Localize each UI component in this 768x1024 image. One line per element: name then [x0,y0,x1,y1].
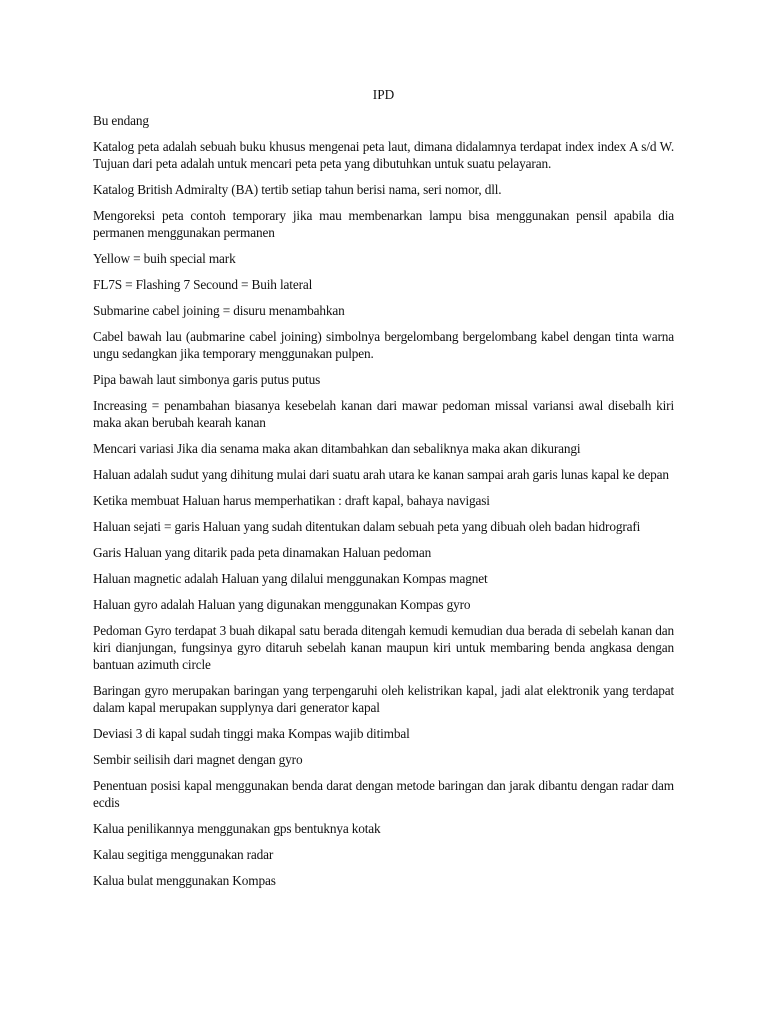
paragraph: Pedoman Gyro terdapat 3 buah dikapal satu berada ditengah kemudi kemudian dua berada di sebelah kanan dan kiri dianjungan, fungsinya gyro ditaruh sebelah kanan maupun kiri untuk membaring benda angkasa dengan bantuan azimuth circle [93,623,674,672]
paragraph: Haluan magnetic adalah Haluan yang dilalui menggunakan Kompas magnet [93,571,488,586]
paragraph: FL7S = Flashing 7 Secound = Buih lateral [93,277,313,292]
paragraph: Kalua penilikannya menggunakan gps bentuknya kotak [93,821,381,836]
paragraph: Ketika membuat Haluan harus memperhatikan : draft kapal, bahaya navigasi [93,493,490,508]
paragraph: Increasing = penambahan biasanya kesebelah kanan dari mawar pedoman missal variansi awal disebalh kiri maka akan berubah kearah kanan [93,398,674,430]
paragraph: Mengoreksi peta contoh temporary jika mau membenarkan lampu bisa menggunakan pensil apabila dia permanen menggunakan permanen [93,208,674,240]
paragraph: Cabel bawah lau (aubmarine cabel joining) simbolnya bergelombang bergelombang kabel dengan tinta warna ungu sedangkan jika temporary menggunakan pulpen. [93,329,674,361]
paragraph: Penentuan posisi kapal menggunakan benda darat dengan metode baringan dan jarak dibantu dengan radar dam ecdis [93,778,674,810]
paragraph: Haluan sejati = garis Haluan yang sudah ditentukan dalam sebuah peta yang dibuah oleh badan hidrografi [93,519,641,534]
paragraph: Katalog British Admiralty (BA) tertib setiap tahun berisi nama, seri nomor, dll. [93,182,502,197]
document-page [93,86,674,898]
paragraph: Sembir seilisih dari magnet dengan gyro [93,752,303,767]
paragraph: Bu endang [93,113,149,128]
paragraph: Deviasi 3 di kapal sudah tinggi maka Kompas wajib ditimbal [93,726,410,741]
document-title: IPD [372,87,395,102]
paragraph: Submarine cabel joining = disuru menambahkan [93,303,345,318]
paragraph: Kalua bulat menggunakan Kompas [93,873,276,888]
paragraph: Garis Haluan yang ditarik pada peta dinamakan Haluan pedoman [93,545,432,560]
paragraph: Mencari variasi Jika dia senama maka akan ditambahkan dan sebaliknya maka akan dikurangi [93,441,581,456]
paragraph: Yellow = buih special mark [93,251,236,266]
paragraph: Haluan adalah sudut yang dihitung mulai dari suatu arah utara ke kanan sampai arah garis lunas kapal ke depan [93,467,669,482]
paragraph: Kalau segitiga menggunakan radar [93,847,274,862]
paragraph: Pipa bawah laut simbonya garis putus putus [93,372,321,387]
paragraph: Katalog peta adalah sebuah buku khusus mengenai peta laut, dimana didalamnya terdapat index index A s/d W. Tujuan dari peta adalah untuk mencari peta peta yang dibutuhkan untuk suatu pelayaran. [93,139,674,171]
paragraph: Haluan gyro adalah Haluan yang digunakan menggunakan Kompas gyro [93,597,471,612]
paragraph: Baringan gyro merupakan baringan yang terpengaruhi oleh kelistrikan kapal, jadi alat elektronik yang terdapat dalam kapal merupakan supplynya dari generator kapal [93,683,674,715]
